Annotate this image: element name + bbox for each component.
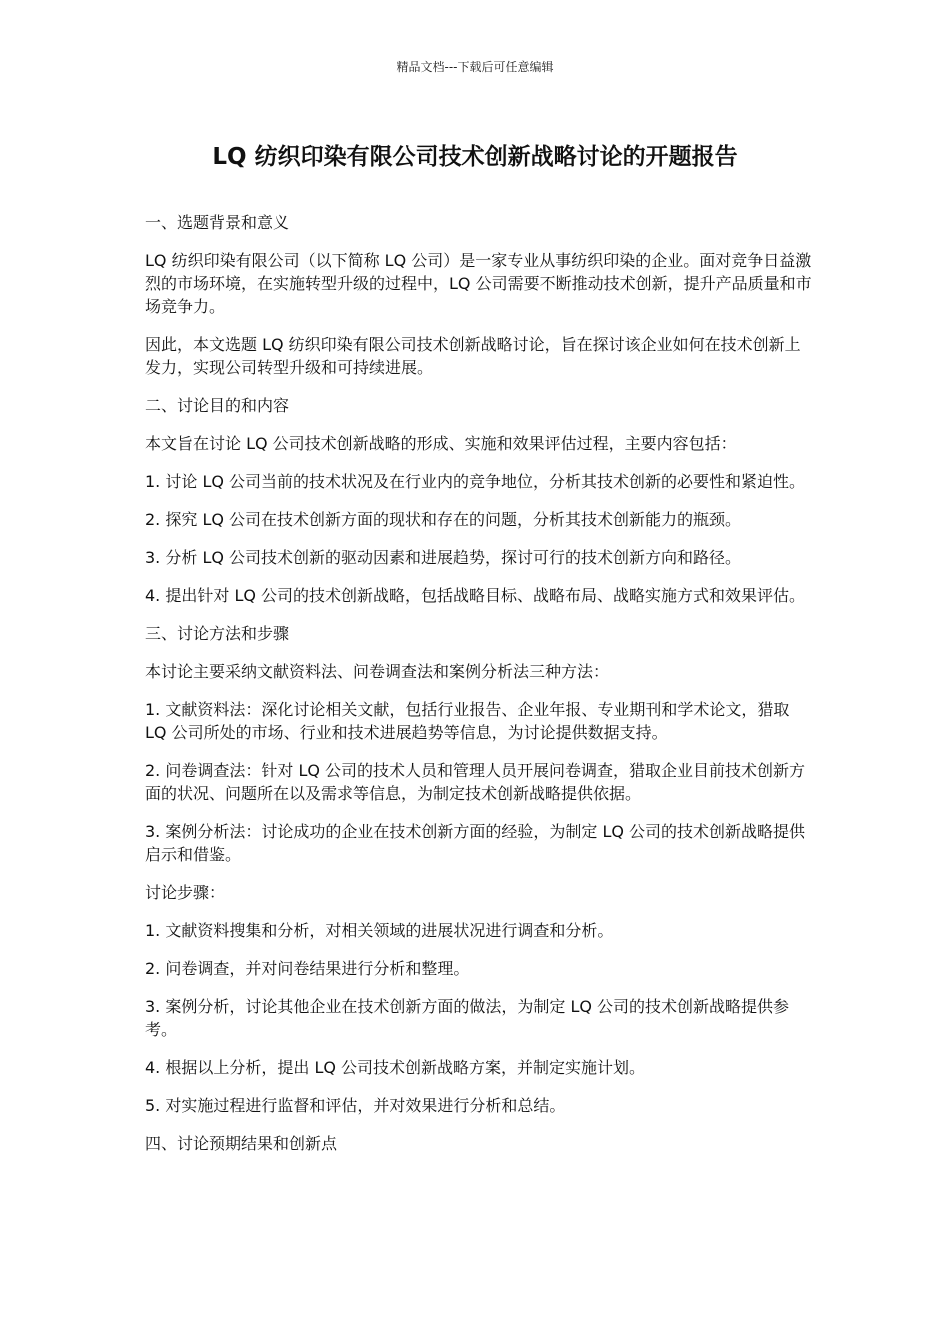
list-item-content-1: 1. 讨论 LQ 公司当前的技术状况及在行业内的竞争地位，分析其技术创新的必要性和紧迫性。 [145,472,806,491]
list-item-step-1: 1. 文献资料搜集和分析，对相关领域的进展状况进行调查和分析。 [145,921,614,940]
list-item-step-2: 2. 问卷调查，并对问卷结果进行分析和整理。 [145,959,470,978]
list-item-content-3: 3. 分析 LQ 公司技术创新的驱动因素和进展趋势，探讨可行的技术创新方向和路径。 [145,548,742,567]
paragraph-company-intro: LQ 纺织印染有限公司（以下简称 LQ 公司）是一家专业从事纺织印染的企业。面对竞争日益激烈的市场环境，在实施转型升级的过程中，LQ 公司需要不断推动技术创新，提升产品质量和市场竞争力。 [145,251,812,316]
list-item-step-3: 3. 案例分析，讨论其他企业在技术创新方面的做法，为制定 LQ 公司的技术创新战略提供参考。 [145,997,790,1039]
paragraph-objectives-intro: 本文旨在讨论 LQ 公司技术创新战略的形成、实施和效果评估过程，主要内容包括： [145,434,737,453]
page-header: 精品文档---下载后可任意编辑 [396,60,554,74]
document-title: LQ 纺织印染有限公司技术创新战略讨论的开题报告 [212,144,738,170]
list-item-content-4: 4. 提出针对 LQ 公司的技术创新战略，包括战略目标、战略布局、战略实施方式和效果评估。 [145,586,806,605]
document-body [145,211,813,1170]
list-item-method-3: 3. 案例分析法：讨论成功的企业在技术创新方面的经验，为制定 LQ 公司的技术创新战略提供启示和借鉴。 [145,822,806,864]
list-item-method-2: 2. 问卷调查法：针对 LQ 公司的技术人员和管理人员开展问卷调查，猎取企业目前技术创新方面的状况、问题所在以及需求等信息，为制定技术创新战略提供依据。 [145,761,806,803]
list-item-content-2: 2. 探究 LQ 公司在技术创新方面的现状和存在的问题，分析其技术创新能力的瓶颈。 [145,510,742,529]
paragraph-methods-intro: 本讨论主要采纳文献资料法、问卷调查法和案例分析法三种方法： [145,662,610,681]
list-item-method-1: 1. 文献资料法：深化讨论相关文献，包括行业报告、企业年报、专业期刊和学术论文，猎取 LQ 公司所处的市场、行业和技术进展趋势等信息，为讨论提供数据支持。 [145,700,790,742]
section-heading-methods: 三、讨论方法和步骤 [145,624,290,643]
section-heading-objectives: 二、讨论目的和内容 [145,396,290,415]
list-item-step-4: 4. 根据以上分析，提出 LQ 公司技术创新战略方案，并制定实施计划。 [145,1058,646,1077]
paragraph-topic-purpose: 因此，本文选题 LQ 纺织印染有限公司技术创新战略讨论，旨在探讨该企业如何在技术创新上发力，实现公司转型升级和可持续进展。 [145,335,801,377]
section-heading-background: 一、选题背景和意义 [145,213,290,232]
list-item-step-5: 5. 对实施过程进行监督和评估，并对效果进行分析和总结。 [145,1096,566,1115]
paragraph-steps-label: 讨论步骤： [145,883,226,902]
section-heading-expected-results: 四、讨论预期结果和创新点 [145,1134,338,1153]
